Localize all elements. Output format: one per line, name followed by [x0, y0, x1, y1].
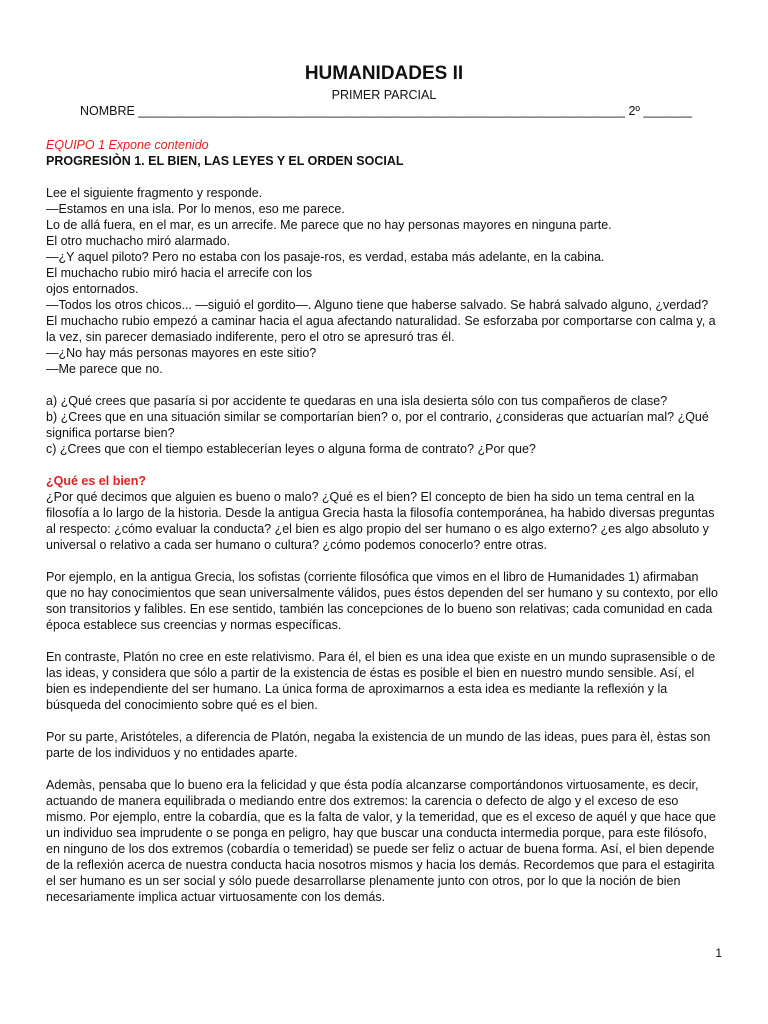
fragment-line: Lee el siguiente fragmento y responde. — [46, 186, 263, 200]
paragraph-line: bien es independiente del ser humano. La única forma de aproximarnos a esta idea es mediante la reflexión y la — [46, 682, 668, 696]
document-title: HUMANIDADES II — [304, 63, 464, 84]
bien-heading: ¿Qué es el bien? — [46, 474, 147, 488]
fragment-line: —Todos los otros chicos... —siguió el gordito—. Alguno tiene que haberse salvado. Se habrá salvado alguno, ¿verdad? — [46, 298, 709, 312]
question-line: significa portarse bien? — [46, 426, 175, 440]
paragraph-line: parte de los individuos y no entidades aparte. — [46, 746, 298, 760]
paragraph-aristoteles — [46, 729, 722, 761]
paragraph-line: En contraste, Platón no cree en este relativismo. Para él, el bien es una idea que existe en un mundo suprasensible o de — [46, 650, 716, 664]
paragraph-line: mismo. Por ejemplo, entre la cobardía, que es la falta de valor, y la temeridad, que es el exceso de aquél y que hace que — [46, 810, 716, 824]
paragraph-intro — [46, 489, 722, 553]
paragraph-line: al respecto: ¿cómo evaluar la conducta? ¿el bien es algo propio del ser humano o es algo externo? ¿es algo absoluto y — [46, 522, 709, 536]
paragraph-line: actuando de manera equilibrada o mediando entre dos extremos: la carencia o defecto de algo y el exceso de eso — [46, 794, 679, 808]
paragraph-line: las ideas, y considera que sólo a partir de la existencia de éstas es posible el bien en nuestro mundo sensible. Así, el — [46, 666, 695, 680]
document-subtitle: PRIMER PARCIAL — [331, 88, 437, 102]
paragraph-line: un individuo sea imprudente o se ponga en peligro, hay que buscar una conducta intermedia porque, para este filósofo, — [46, 826, 707, 840]
paragraph-line: época establece sus creencias y normas específicas. — [46, 618, 342, 632]
paragraph-line: necesariamente implica actuar virtuosamente con los demás. — [46, 890, 386, 904]
paragraph-felicidad — [46, 777, 722, 905]
fragment-line: El muchacho rubio empezó a caminar hacia el agua afectando naturalidad. Se esforzaba por comportarse con calma y, a — [46, 314, 716, 328]
paragraph-line: Ademàs, pensaba que lo bueno era la felicidad y que ésta podía alcanzarse comportándonos virtuosamente, es decir, — [46, 778, 699, 792]
question-line: b) ¿Crees que en una situación similar se comportarían bien? o, por el contrario, ¿consideras que actuarían mal? ¿Qué — [46, 410, 709, 424]
paragraph-line: Por su parte, Aristóteles, a diferencia de Platón, negaba la existencia de un mundo de las ideas, pues para èl, èstas son — [46, 730, 711, 744]
team-label: EQUIPO 1 Expone contenido — [46, 138, 209, 152]
fragment-line: Lo de allá fuera, en el mar, es un arrecife. Me parece que no hay personas mayores en ninguna parte. — [46, 218, 612, 232]
fragment-line: El otro muchacho miró alarmado. — [46, 234, 231, 248]
paragraph-line: universal o relativo a cada ser humano o cultura? ¿cómo podemos conocerlo? entre otras. — [46, 538, 547, 552]
paragraph-line: búsqueda del conocimiento sobre qué es el bien. — [46, 698, 318, 712]
fragment-line: ojos entornados. — [46, 282, 139, 296]
paragraph-line: en ninguno de los dos extremos (cobardía o temeridad) se puede ser feliz o actuar de buena forma. Así, el bien depende — [46, 842, 715, 856]
name-field-line: NOMBRE ______________________________________________________________________ 2º _______ — [80, 104, 693, 118]
fragment-line: la vez, sin parecer demasiado indiferente, pero el otro se apresuró tras él. — [46, 330, 455, 344]
fragment-line: —¿Y aquel piloto? Pero no estaba con los pasaje-ros, es verdad, estaba más adelante, en la cabina. — [46, 250, 605, 264]
question-line: a) ¿Qué crees que pasaría si por accidente te quedaras en una isla desierta sólo con tus compañeros de clase? — [46, 394, 668, 408]
paragraph-line: que no hay conocimientos que sean universalmente válidos, pues éstos dependen del ser humano y su contexto, por ello — [46, 586, 718, 600]
fragment-line: El muchacho rubio miró hacia el arrecife con los — [46, 266, 313, 280]
paragraph-line: Por ejemplo, en la antigua Grecia, los sofistas (corriente filosófica que vimos en el libro de Humanidades 1) afirmaban — [46, 570, 699, 584]
progression-heading: PROGRESIÒN 1. EL BIEN, LAS LEYES Y EL ORDEN SOCIAL — [46, 154, 404, 168]
paragraph-platon — [46, 649, 722, 713]
questions-block — [46, 393, 722, 457]
fragment-line: —Me parece que no. — [46, 362, 163, 376]
paragraph-line: ¿Por qué decimos que alguien es bueno o malo? ¿Qué es el bien? El concepto de bien ha sido un tema central en la — [46, 490, 695, 504]
paragraph-line: filosofía a lo largo de la historia. Desde la antigua Grecia hasta la filosofía contemporánea, ha habido diversas preguntas — [46, 506, 715, 520]
fragment-line: —Estamos en una isla. Por lo menos, eso me parece. — [46, 202, 345, 216]
reading-fragment — [46, 185, 722, 377]
paragraph-line: son transitorios y falibles. En ese sentido, también las concepciones de lo bueno son relativas; cada comunidad en cada — [46, 602, 713, 616]
fragment-line: —¿No hay más personas mayores en este sitio? — [46, 346, 317, 360]
page-number: 1 — [715, 946, 722, 960]
paragraph-line: el ser humano es un ser social y sólo puede desarrollarse plenamente junto con otros, por lo que la noción de bien — [46, 874, 681, 888]
paragraph-sofistas — [46, 569, 722, 633]
question-line: c) ¿Crees que con el tiempo establecerían leyes o alguna forma de contrato? ¿Por que? — [46, 442, 536, 456]
paragraph-line: de la reflexión acerca de nuestra conducta hacia nosotros mismos y hacia los demás. Recordemos que para el estagirita — [46, 858, 715, 872]
